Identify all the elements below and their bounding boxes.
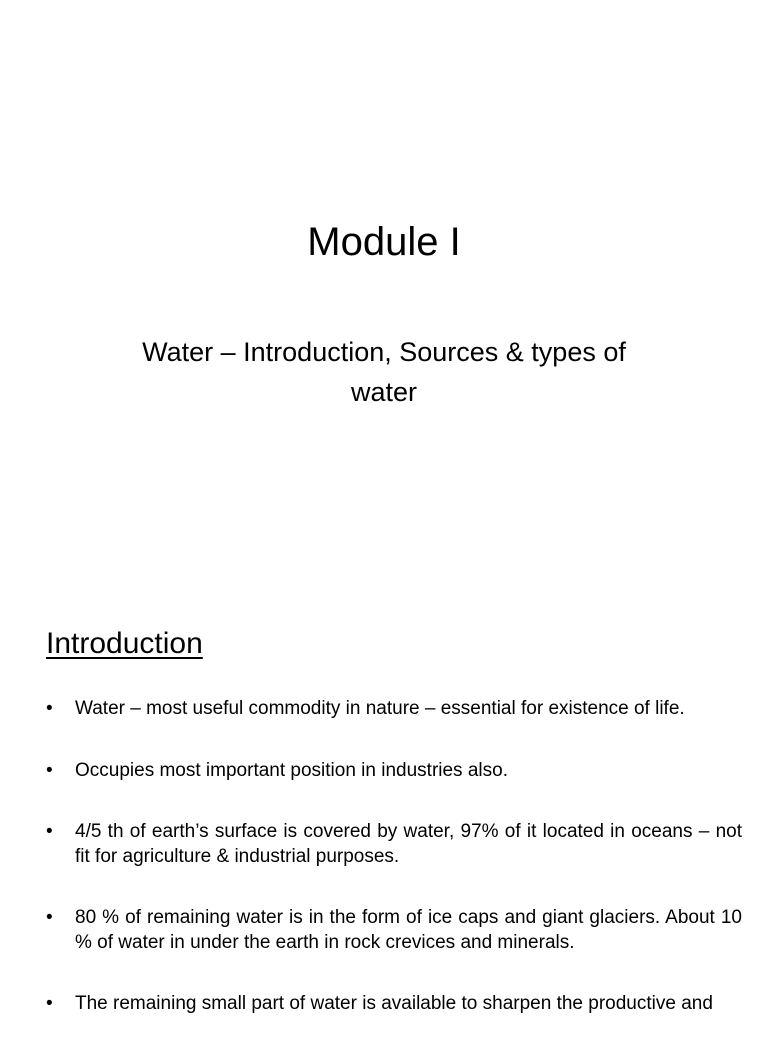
bullet-item <box>46 758 742 783</box>
bullet-point-icon: • <box>46 821 53 842</box>
bullet-text: 80 % of remaining water is in the form of ice caps and giant glaciers. About 10 % of water in under the earth in rock crevices and minerals. <box>75 907 742 953</box>
slide-subtitle: Water – Introduction, Sources & types of water <box>142 337 626 407</box>
bullet-text: Water – most useful commodity in nature – essential for existence of life. <box>75 698 685 719</box>
bullet-item <box>46 819 742 869</box>
bullet-point-icon: • <box>46 993 53 1014</box>
bullet-item <box>46 991 742 1016</box>
bullet-item <box>46 696 742 721</box>
slide-title: Module I <box>307 220 461 264</box>
bullet-text: The remaining small part of water is available to sharpen the productive and <box>75 993 713 1014</box>
bullet-text: Occupies most important position in industries also. <box>75 760 508 781</box>
bullet-point-icon: • <box>46 907 53 928</box>
bullet-point-icon: • <box>46 698 53 719</box>
bullet-item <box>46 905 742 955</box>
section-heading-introduction: Introduction <box>46 627 203 660</box>
bullet-text: 4/5 th of earth’s surface is covered by water, 97% of it located in oceans – not fit for agriculture & industrial purposes. <box>75 821 742 867</box>
bullet-point-icon: • <box>46 760 53 781</box>
introduction-bullet-list <box>46 696 742 1053</box>
